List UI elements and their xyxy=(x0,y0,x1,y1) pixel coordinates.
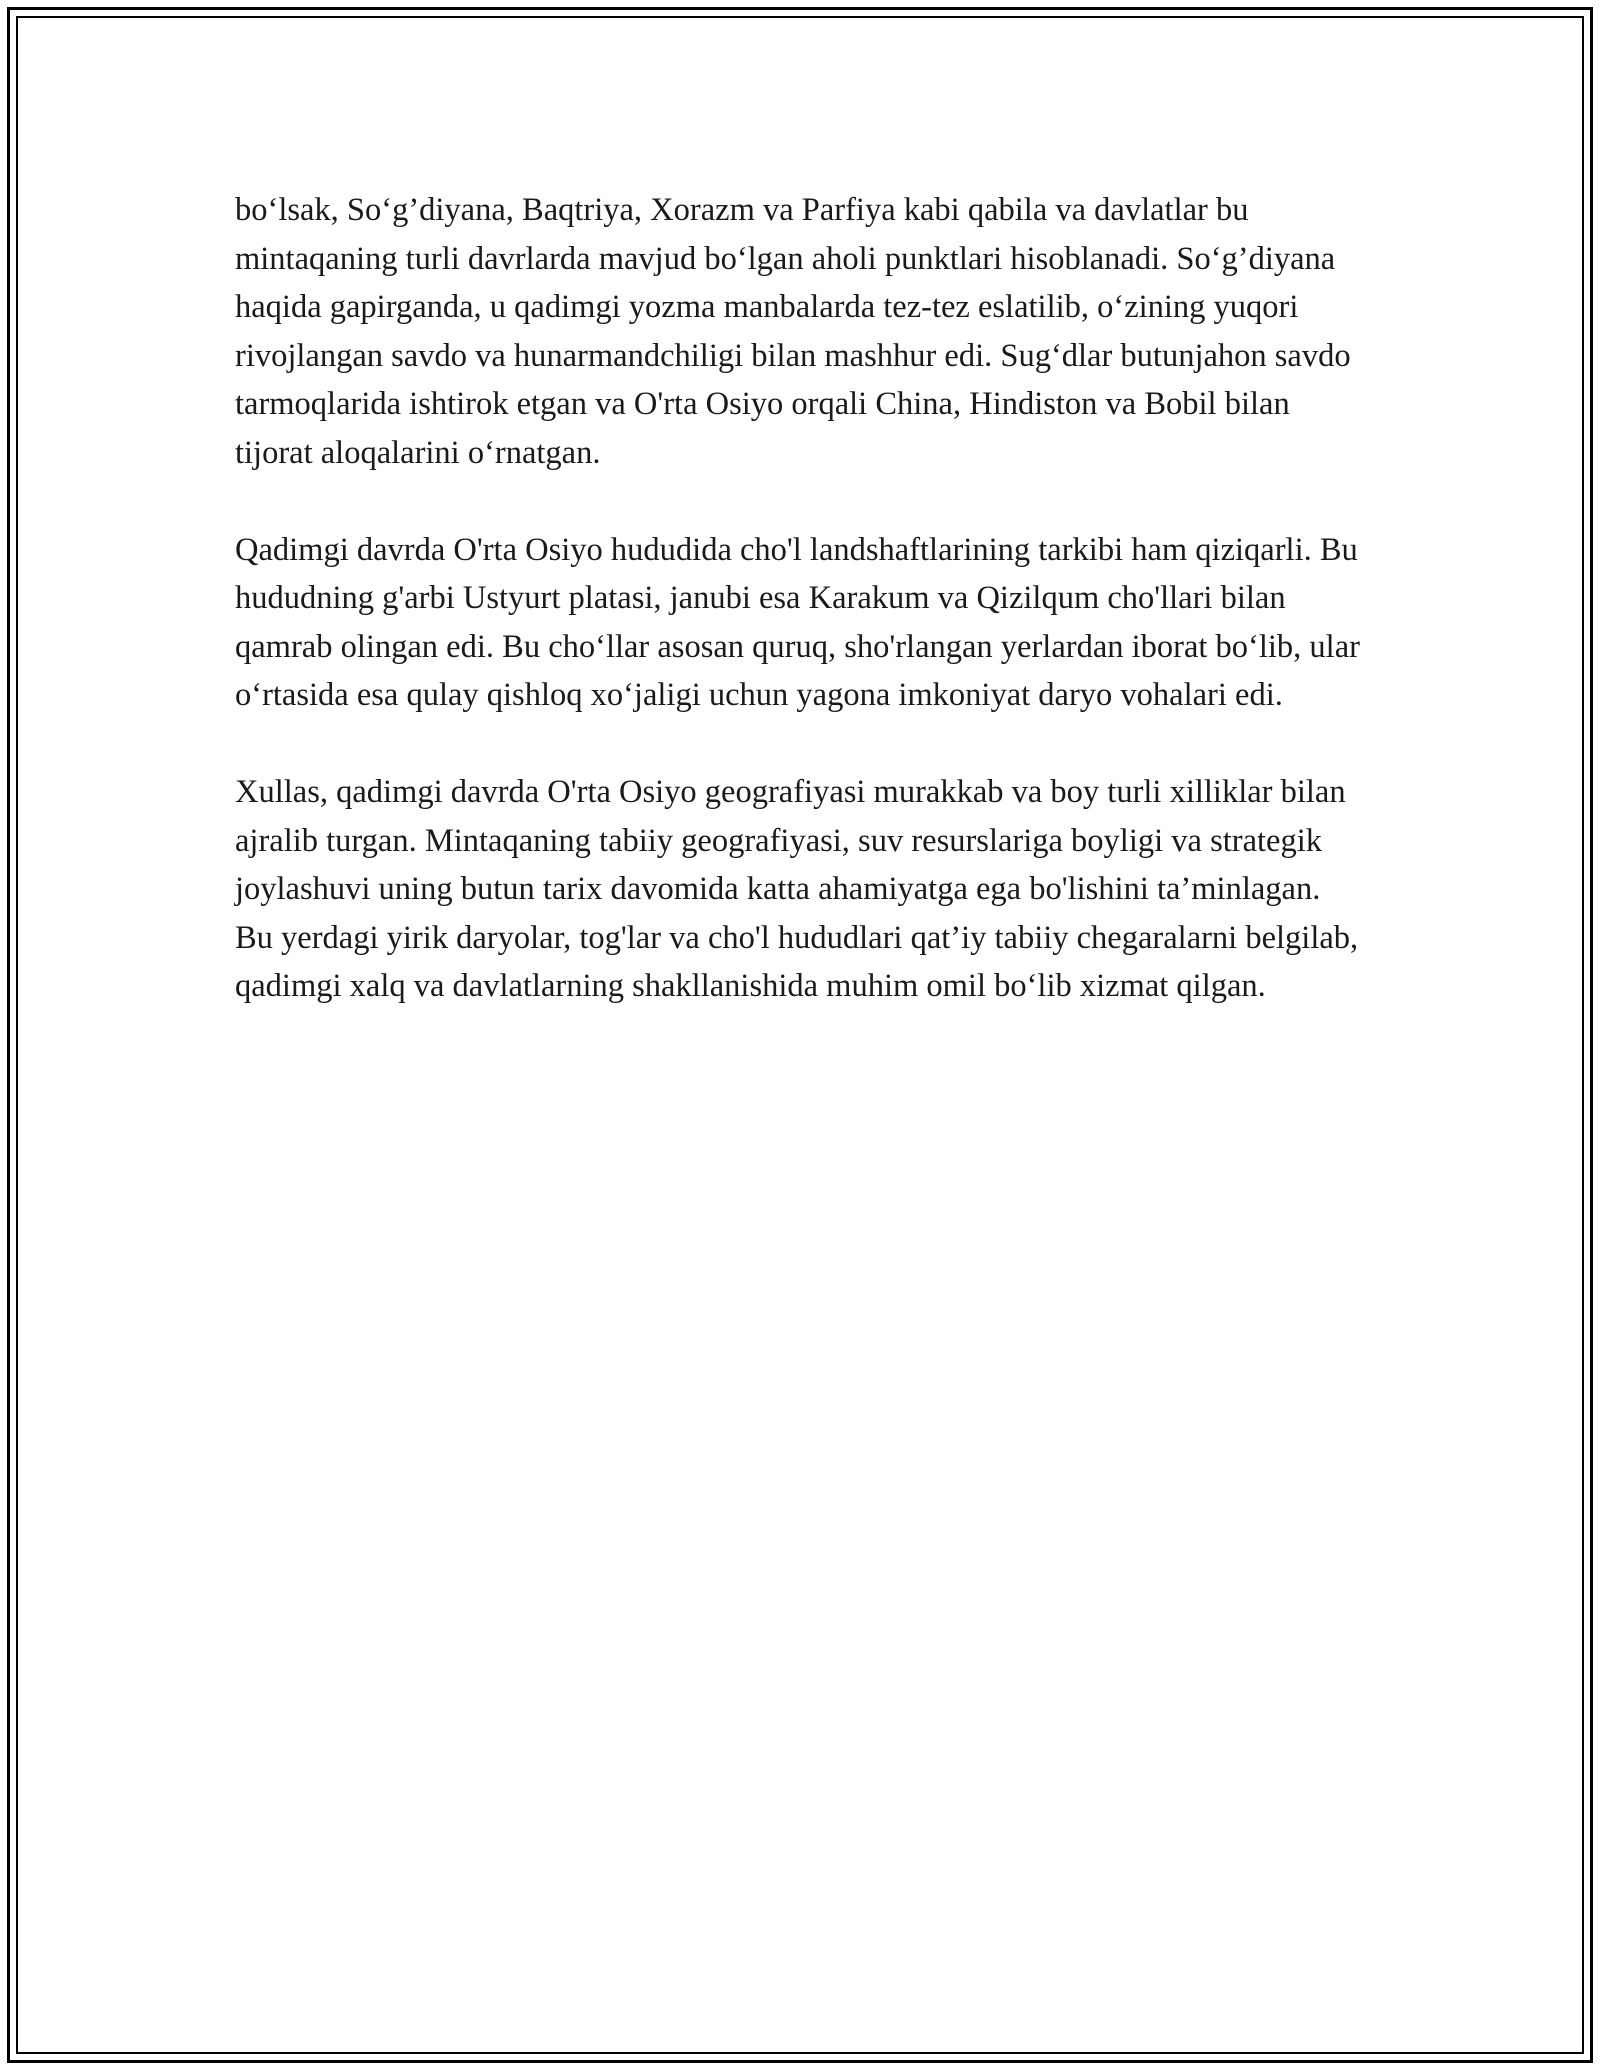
paragraph-1: bo‘lsak, So‘g’diyana, Baqtriya, Xorazm va Parfiya kabi qabila va davlatlar bu mintaqaning turli davrlarda mavjud bo‘lgan aholi punktlari hisoblanadi. So‘g’diyana haqida gapirganda, u qadimgi yozma manbalarda tez-tez eslatilib, o‘zining yuqori rivojlangan savdo va hunarmandchiligi bilan mashhur edi. Sug‘dlar butunjahon savdo tarmoqlarida ishtirok etgan va O'rta Osiyo orqali China, Hindiston va Bobil bilan tijorat aloqalarini o‘rnatgan. xyxy=(235,192,1351,471)
paragraph-2: Qadimgi davrda O'rta Osiyo hududida cho'l landshaftlarining tarkibi ham qiziqarli. Bu hududning g'arbi Ustyurt platasi, janubi esa Karakum va Qizilqum cho'llari bilan qamrab olingan edi. Bu cho‘llar asosan quruq, sho'rlangan yerlardan iborat bo‘lib, ular o‘rtasida esa qulay qishloq xo‘jaligi uchun yagona imkoniyat daryo vohalari edi. xyxy=(235,531,1360,713)
paragraph-3: Xullas, qadimgi davrda O'rta Osiyo geografiyasi murakkab va boy turli xilliklar bilan ajralib turgan. Mintaqaning tabiiy geografiyasi, suv resurslariga boyligi va strategik joylashuvi uning butun tarix davomida katta ahamiyatga ega bo'lishini ta’minlagan. Bu yerdagi yirik daryolar, tog'lar va cho'l hududlari qat’iy tabiiy chegaralarni belgilab, qadimgi xalq va davlatlarning shakllanishida muhim omil bo‘lib xizmat qilgan. xyxy=(235,774,1359,1004)
document-body xyxy=(235,186,1365,1059)
